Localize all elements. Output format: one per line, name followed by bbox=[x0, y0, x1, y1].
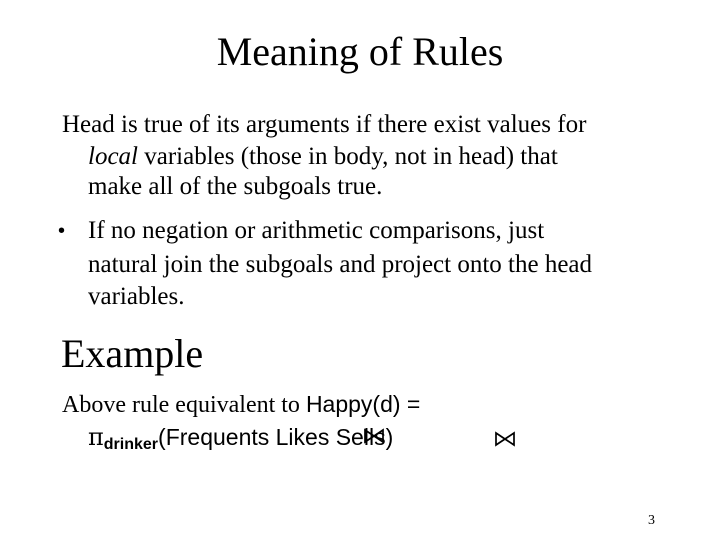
example-prefix: Above rule equivalent to bbox=[62, 392, 306, 418]
paragraph-line-2-rest: variables (those in body, not in head) that bbox=[138, 143, 558, 170]
slide-title: Meaning of Rules bbox=[216, 29, 504, 74]
bullet-marker: • bbox=[58, 220, 66, 242]
relational-expression: (Frequents Likes Sells) bbox=[158, 424, 394, 450]
paragraph-line-2 bbox=[88, 142, 558, 172]
example-heading: Example bbox=[61, 331, 204, 376]
bullet-line-3: variables. bbox=[88, 283, 185, 310]
pi-symbol: π bbox=[88, 423, 104, 451]
bullet-line-1: If no negation or arithmetic comparisons, just bbox=[88, 217, 545, 244]
paragraph-line-1: Head is true of its arguments if there exist values for bbox=[62, 111, 587, 138]
example-line-2 bbox=[88, 422, 393, 452]
bullet-line-2: natural join the subgoals and project onto the head bbox=[88, 251, 593, 278]
bowtie-join-icon bbox=[363, 428, 385, 444]
example-line-1 bbox=[62, 390, 420, 419]
paragraph-line-3: make all of the subgoals true. bbox=[88, 173, 383, 200]
pi-subscript: drinker bbox=[103, 436, 159, 453]
bowtie-join-icon bbox=[494, 431, 516, 447]
page-number: 3 bbox=[648, 513, 655, 528]
happy-formula: Happy(d) = bbox=[305, 391, 421, 417]
italic-local: local bbox=[88, 143, 138, 170]
